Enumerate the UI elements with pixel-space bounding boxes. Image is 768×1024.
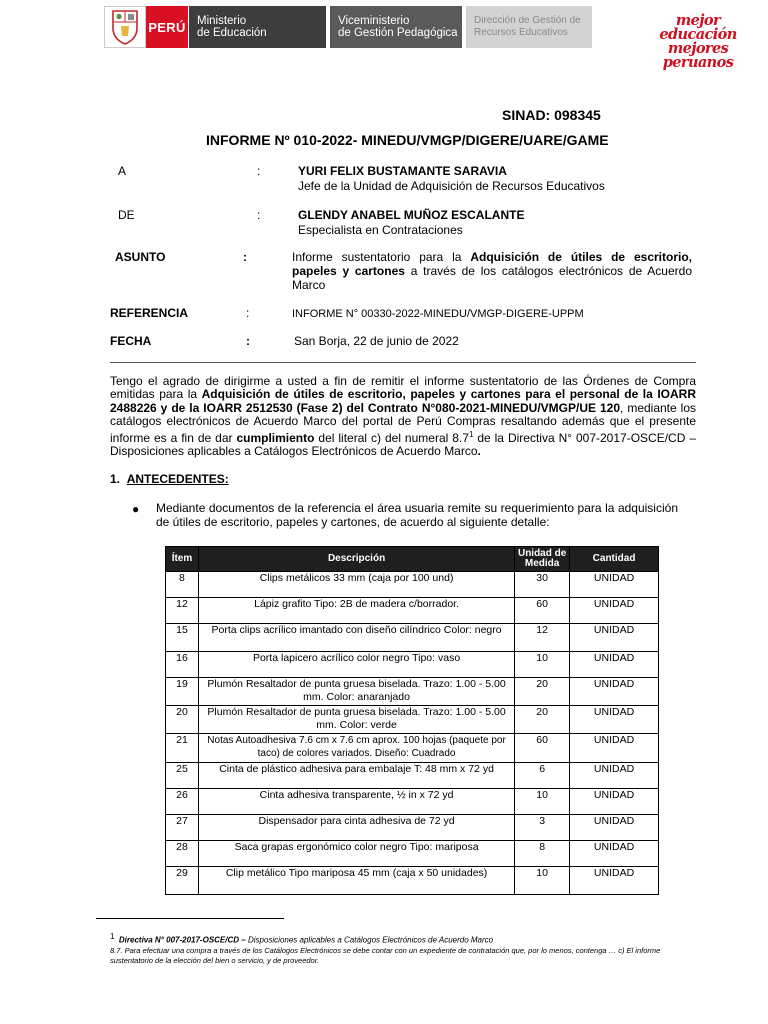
cell-cantidad: UNIDAD <box>570 734 659 763</box>
cell-descripcion: Plumón Resaltador de punta gruesa biselada. Trazo: 1.00 - 5.00 mm. Color: verde <box>198 706 514 734</box>
cell-item: 26 <box>166 789 199 815</box>
footnote-separator <box>96 918 284 919</box>
table-row <box>166 598 659 624</box>
section-title: ANTECEDENTES: <box>126 472 229 486</box>
cell-cantidad: UNIDAD <box>570 867 659 895</box>
table-row <box>166 572 659 598</box>
cell-descripcion: Porta clips acrílico imantado con diseño cilíndrico Color: negro <box>198 624 514 652</box>
table-row <box>166 763 659 789</box>
bullet-icon: ● <box>132 502 140 516</box>
cell-item: 28 <box>166 841 199 867</box>
cell-item: 16 <box>166 652 199 678</box>
cell-cantidad: UNIDAD <box>570 763 659 789</box>
cell-descripcion: Clip metálico Tipo mariposa 45 mm (caja x 50 unidades) <box>198 867 514 895</box>
cell-cantidad: UNIDAD <box>570 624 659 652</box>
cell-item: 21 <box>166 734 199 763</box>
de-sender-role: Especialista en Contrataciones <box>298 223 463 237</box>
cell-cantidad: UNIDAD <box>570 789 659 815</box>
cell-descripcion: Porta lapicero acrílico color negro Tipo: vaso <box>198 652 514 678</box>
de-sender-name: GLENDY ANABEL MUÑOZ ESCALANTE <box>298 208 525 222</box>
cell-item: 12 <box>166 598 199 624</box>
cell-item: 8 <box>166 572 199 598</box>
table-row <box>166 624 659 652</box>
col-header-unidad: Unidad de Medida <box>515 547 570 572</box>
header-divider <box>110 362 696 363</box>
section-number: 1. <box>110 472 121 486</box>
cell-descripcion: Dispensador para cinta adhesiva de 72 yd <box>198 815 514 841</box>
cell-cantidad: UNIDAD <box>570 572 659 598</box>
cell-item: 15 <box>166 624 199 652</box>
fecha-colon: : <box>246 334 250 348</box>
cell-cantidad: UNIDAD <box>570 815 659 841</box>
cell-descripcion: Clips metálicos 33 mm (caja por 100 und) <box>198 572 514 598</box>
de-colon: : <box>257 208 261 222</box>
cell-cantidad: UNIDAD <box>570 706 659 734</box>
col-header-descripcion: Descripción <box>198 547 514 572</box>
table-row <box>166 867 659 895</box>
cell-unidad: 30 <box>515 572 570 598</box>
de-label: DE <box>118 208 135 222</box>
cell-item: 19 <box>166 678 199 706</box>
table-row <box>166 706 659 734</box>
cell-descripcion: Cinta de plástico adhesiva para embalaje T: 48 mm x 72 yd <box>198 763 514 789</box>
a-colon: : <box>257 164 261 178</box>
a-recipient-role: Jefe de la Unidad de Adquisición de Recursos Educativos <box>298 179 605 193</box>
section-heading <box>110 472 229 486</box>
cell-unidad: 20 <box>515 678 570 706</box>
cell-unidad: 20 <box>515 706 570 734</box>
direccion-label: Dirección de Gestión de Recursos Educativos <box>466 6 592 48</box>
cell-descripcion: Plumón Resaltador de punta gruesa biselada. Trazo: 1.00 - 5.00 mm. Color: anaranjado <box>198 678 514 706</box>
cell-unidad: 10 <box>515 789 570 815</box>
table-row <box>166 841 659 867</box>
asunto-value: Informe sustentatorio para la Adquisición de útiles de escritorio, papeles y cartones a través de los catálogos electrónicos de Acuerdo Marco <box>292 250 692 292</box>
cell-unidad: 60 <box>515 598 570 624</box>
cell-descripcion: Lápiz grafito Tipo: 2B de madera c/borrador. <box>198 598 514 624</box>
cell-cantidad: UNIDAD <box>570 598 659 624</box>
header-banner <box>104 6 592 48</box>
cell-unidad: 3 <box>515 815 570 841</box>
cell-unidad: 8 <box>515 841 570 867</box>
de-sender <box>298 208 524 237</box>
peru-label: PERÚ <box>146 6 188 48</box>
footnote-reference: $^1$ Directiva N° 007-2017-OSCE/CD – Disposiciones aplicables a Catálogos Electrónicos de Acuerdo Marco <box>110 932 494 945</box>
footnote-text: 8.7. Para efectuar una compra a través de los Catálogos Electrónicos se debe contar con un expediente de contratación que, por lo menos, contenga … c) El informe sustentatorio de la elección del bien o servicio, y de proveedor. <box>110 946 661 965</box>
cell-descripcion: Cinta adhesiva transparente, ½ in x 72 yd <box>198 789 514 815</box>
cell-unidad: 12 <box>515 624 570 652</box>
slogan-logo: mejor educación mejores peruanos <box>659 12 737 71</box>
table-header-row <box>166 547 659 572</box>
cell-cantidad: UNIDAD <box>570 652 659 678</box>
col-header-item: Ítem <box>166 547 199 572</box>
report-title: INFORME Nº 010-2022- MINEDU/VMGP/DIGERE/UARE/GAME <box>206 132 609 148</box>
cell-unidad: 10 <box>515 867 570 895</box>
cell-unidad: 60 <box>515 734 570 763</box>
cell-unidad: 10 <box>515 652 570 678</box>
fecha-value: San Borja, 22 de junio de 2022 <box>294 334 459 348</box>
bullet-paragraph: Mediante documentos de la referencia el área usuaria remite su requerimiento para la adquisición de útiles de escritorio, papeles y cartones, de acuerdo al siguiente detalle: <box>156 501 678 529</box>
cell-descripcion: Notas Autoadhesiva 7.6 cm x 7.6 cm aprox. 100 hojas (paquete por taco) de colores variados. Diseño: Cuadrado <box>198 734 514 763</box>
a-recipient-name: YURI FELIX BUSTAMANTE SARAVIA <box>298 164 507 178</box>
table-row <box>166 815 659 841</box>
asunto-colon: : <box>243 250 247 264</box>
referencia-label: REFERENCIA <box>110 306 189 320</box>
intro-paragraph: Tengo el agrado de dirigirme a usted a fin de remitir el informe sustentatorio de las Órdenes de Compra emitidas para la Adquisición de útiles de escritorio, papeles y cartones para el personal de la IOARR 2488226 y de la IOARR 2512530 (Fase 2) del Contrato N°080-2021-MINEDU/VMGP/UE 120, mediante los catálogos electrónicos de Acuerdo Marco del portal de Perú Compras resaltando además que el presente informe es a fin de dar cumplimiento del literal c) del numeral $8.7^1$ de la Directiva N° 007-2017-OSCE/CD – Disposiciones aplicables a Catálogos Electrónicos de Acuerdo Marco. <box>110 374 697 459</box>
coat-of-arms-icon <box>104 6 146 48</box>
asunto-label: ASUNTO <box>115 250 166 264</box>
cell-item: 25 <box>166 763 199 789</box>
cell-cantidad: UNIDAD <box>570 678 659 706</box>
fecha-label: FECHA <box>110 334 152 348</box>
cell-cantidad: UNIDAD <box>570 841 659 867</box>
referencia-colon: : <box>246 306 250 320</box>
table-row <box>166 734 659 763</box>
cell-descripcion: Saca grapas ergonómico color negro Tipo: mariposa <box>198 841 514 867</box>
table-row <box>166 652 659 678</box>
table-row <box>166 789 659 815</box>
a-label: A <box>118 164 127 178</box>
cell-unidad: 6 <box>515 763 570 789</box>
referencia-value: INFORME N° 00330-2022-MINEDU/VMGP-DIGERE-UPPM <box>292 308 584 320</box>
items-table <box>165 546 659 895</box>
col-header-cantidad: Cantidad <box>570 547 659 572</box>
cell-item: 20 <box>166 706 199 734</box>
sinad-number: SINAD: 098345 <box>502 107 601 123</box>
viceministerio-label: Viceministerio de Gestión Pedagógica <box>330 6 462 48</box>
cell-item: 29 <box>166 867 199 895</box>
ministerio-label: Ministerio de Educación <box>188 6 326 48</box>
table-row <box>166 678 659 706</box>
a-recipient <box>298 164 605 193</box>
cell-item: 27 <box>166 815 199 841</box>
